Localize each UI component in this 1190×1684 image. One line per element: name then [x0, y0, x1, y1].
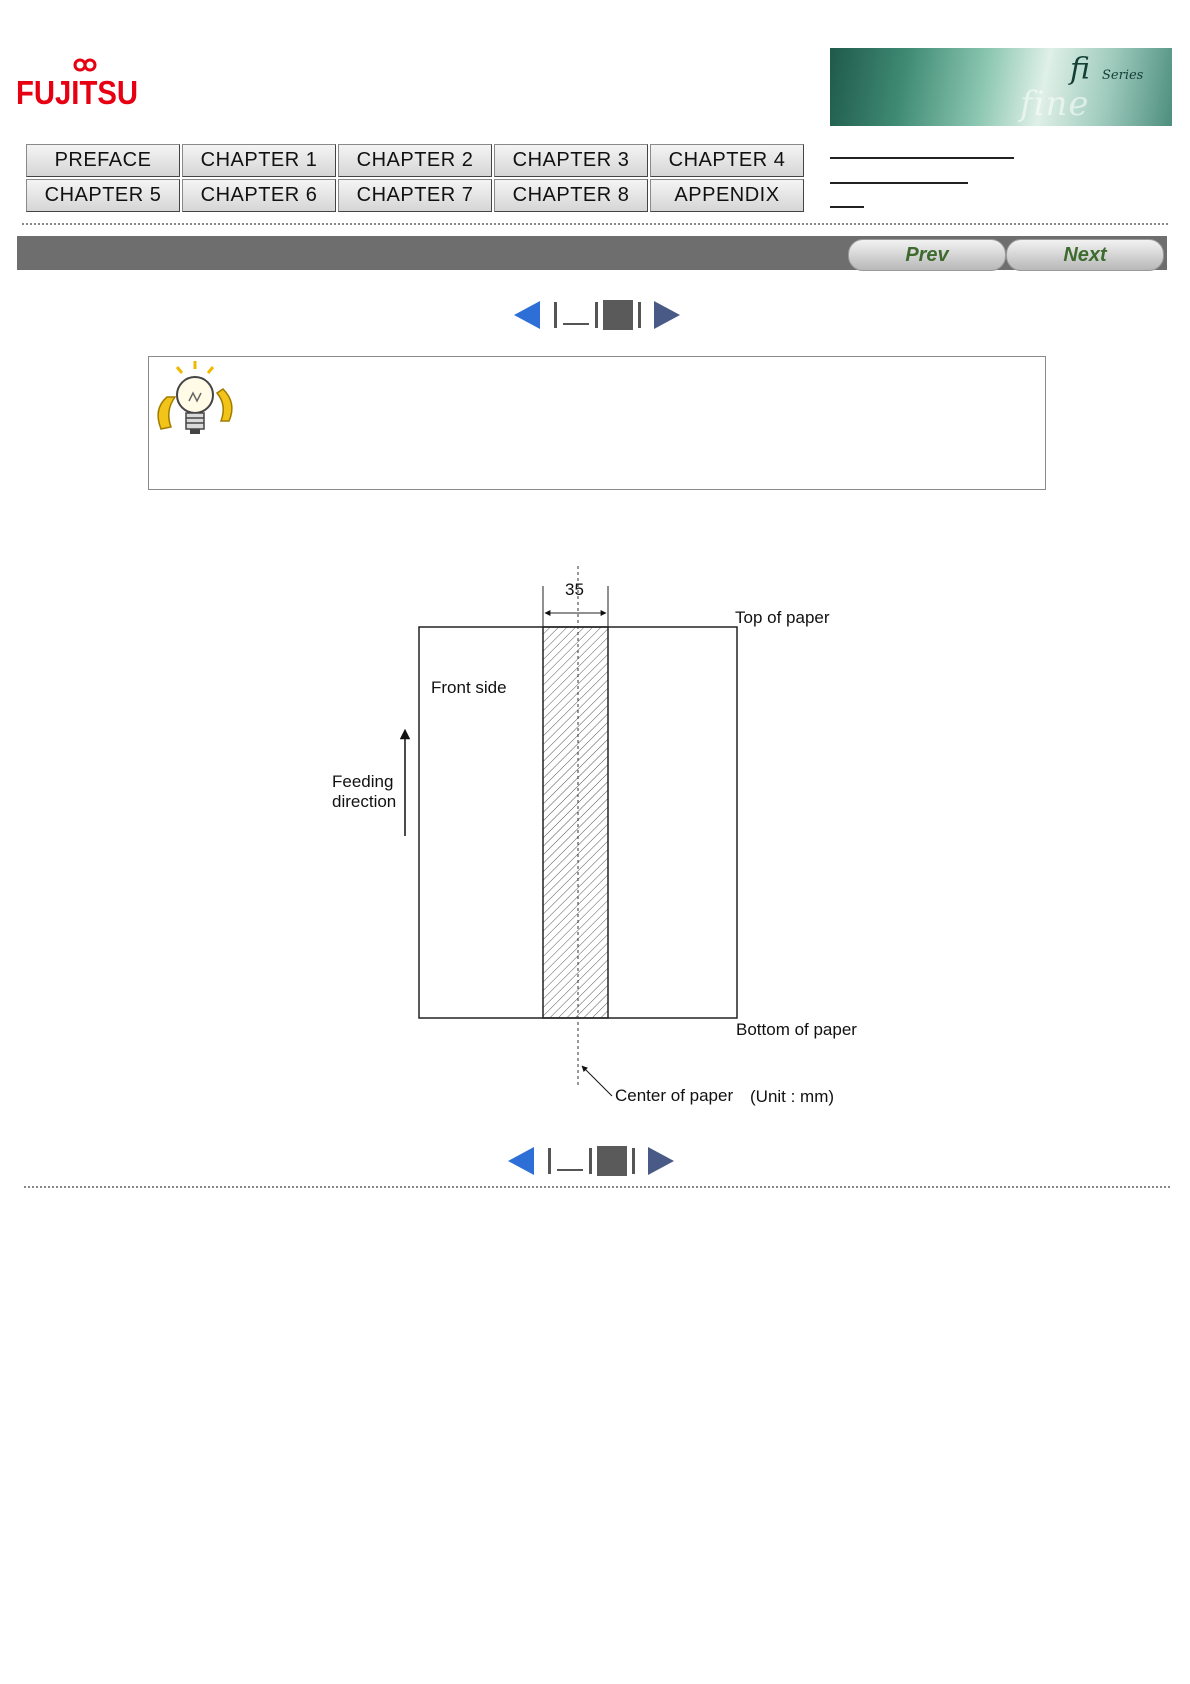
nav-chapter-1[interactable]: CHAPTER 1: [182, 144, 336, 177]
nav-appendix[interactable]: APPENDIX: [650, 179, 804, 212]
hatched-band: [543, 627, 608, 1018]
page-current-underline-icon: [563, 323, 589, 325]
nav-chapter-2[interactable]: CHAPTER 2: [338, 144, 492, 177]
feeding-label-line1: Feeding: [332, 772, 394, 791]
fi-series-banner: [830, 48, 1172, 164]
prev-page-arrow-icon: [514, 301, 540, 329]
top-divider: [22, 223, 1168, 225]
fujitsu-logo: [16, 56, 141, 120]
prev-page-arrow-icon: [508, 1147, 534, 1175]
nav-chapter-7[interactable]: CHAPTER 7: [338, 179, 492, 212]
nav-chapter-3[interactable]: CHAPTER 3: [494, 144, 648, 177]
page-block-icon: [603, 300, 633, 330]
unit-label: (Unit : mm): [750, 1087, 835, 1106]
series-word: Series: [1102, 68, 1144, 83]
nav-chapter-8[interactable]: CHAPTER 8: [494, 179, 648, 212]
page-nav-bottom: [508, 1145, 674, 1177]
page-nav-top: [514, 299, 680, 331]
page-bar-right-icon: [638, 302, 641, 328]
banner-script-text: fine Seminar: [1020, 84, 1172, 164]
next-page-arrow-icon: [654, 301, 680, 329]
infinity-mark-icon: [75, 60, 95, 70]
logo-wordmark: FUJITSU: [16, 74, 138, 111]
nav-chapter-4[interactable]: CHAPTER 4: [650, 144, 804, 177]
fi-mark: fi: [1070, 52, 1091, 87]
side-link-2[interactable]: [830, 182, 968, 184]
page-bar-left-icon: [548, 1148, 551, 1174]
nav-chapter-6[interactable]: CHAPTER 6: [182, 179, 336, 212]
next-page-arrow-icon: [648, 1147, 674, 1175]
side-link-1[interactable]: [830, 157, 1014, 159]
page-bar-left-icon: [554, 302, 557, 328]
side-link-3[interactable]: [830, 206, 864, 208]
paper-diagram: [320, 560, 880, 1110]
nav-preface[interactable]: PREFACE: [26, 144, 180, 177]
feeding-label-line2: direction: [332, 792, 397, 811]
top-of-paper-label: Top of paper: [735, 608, 830, 627]
prev-button[interactable]: Prev: [848, 239, 1006, 271]
page-current-underline-icon: [557, 1169, 583, 1171]
bottom-of-paper-label: Bottom of paper: [736, 1020, 857, 1039]
next-button[interactable]: Next: [1006, 239, 1164, 271]
page-block-icon: [597, 1146, 627, 1176]
hint-box: [148, 356, 1046, 490]
center-of-paper-label: Center of paper: [615, 1086, 734, 1105]
hint-lightbulb-icon: [153, 359, 237, 450]
width-value-label: 35: [565, 580, 584, 599]
nav-chapter-5[interactable]: CHAPTER 5: [26, 179, 180, 212]
chapter-navigation: [26, 144, 804, 212]
center-leader: [582, 1066, 612, 1096]
front-side-label: Front side: [431, 678, 507, 697]
page-bar-right-icon: [632, 1148, 635, 1174]
page-bar-mid-icon: [589, 1148, 592, 1174]
page-bar-mid-icon: [595, 302, 598, 328]
bottom-divider: [24, 1186, 1170, 1188]
